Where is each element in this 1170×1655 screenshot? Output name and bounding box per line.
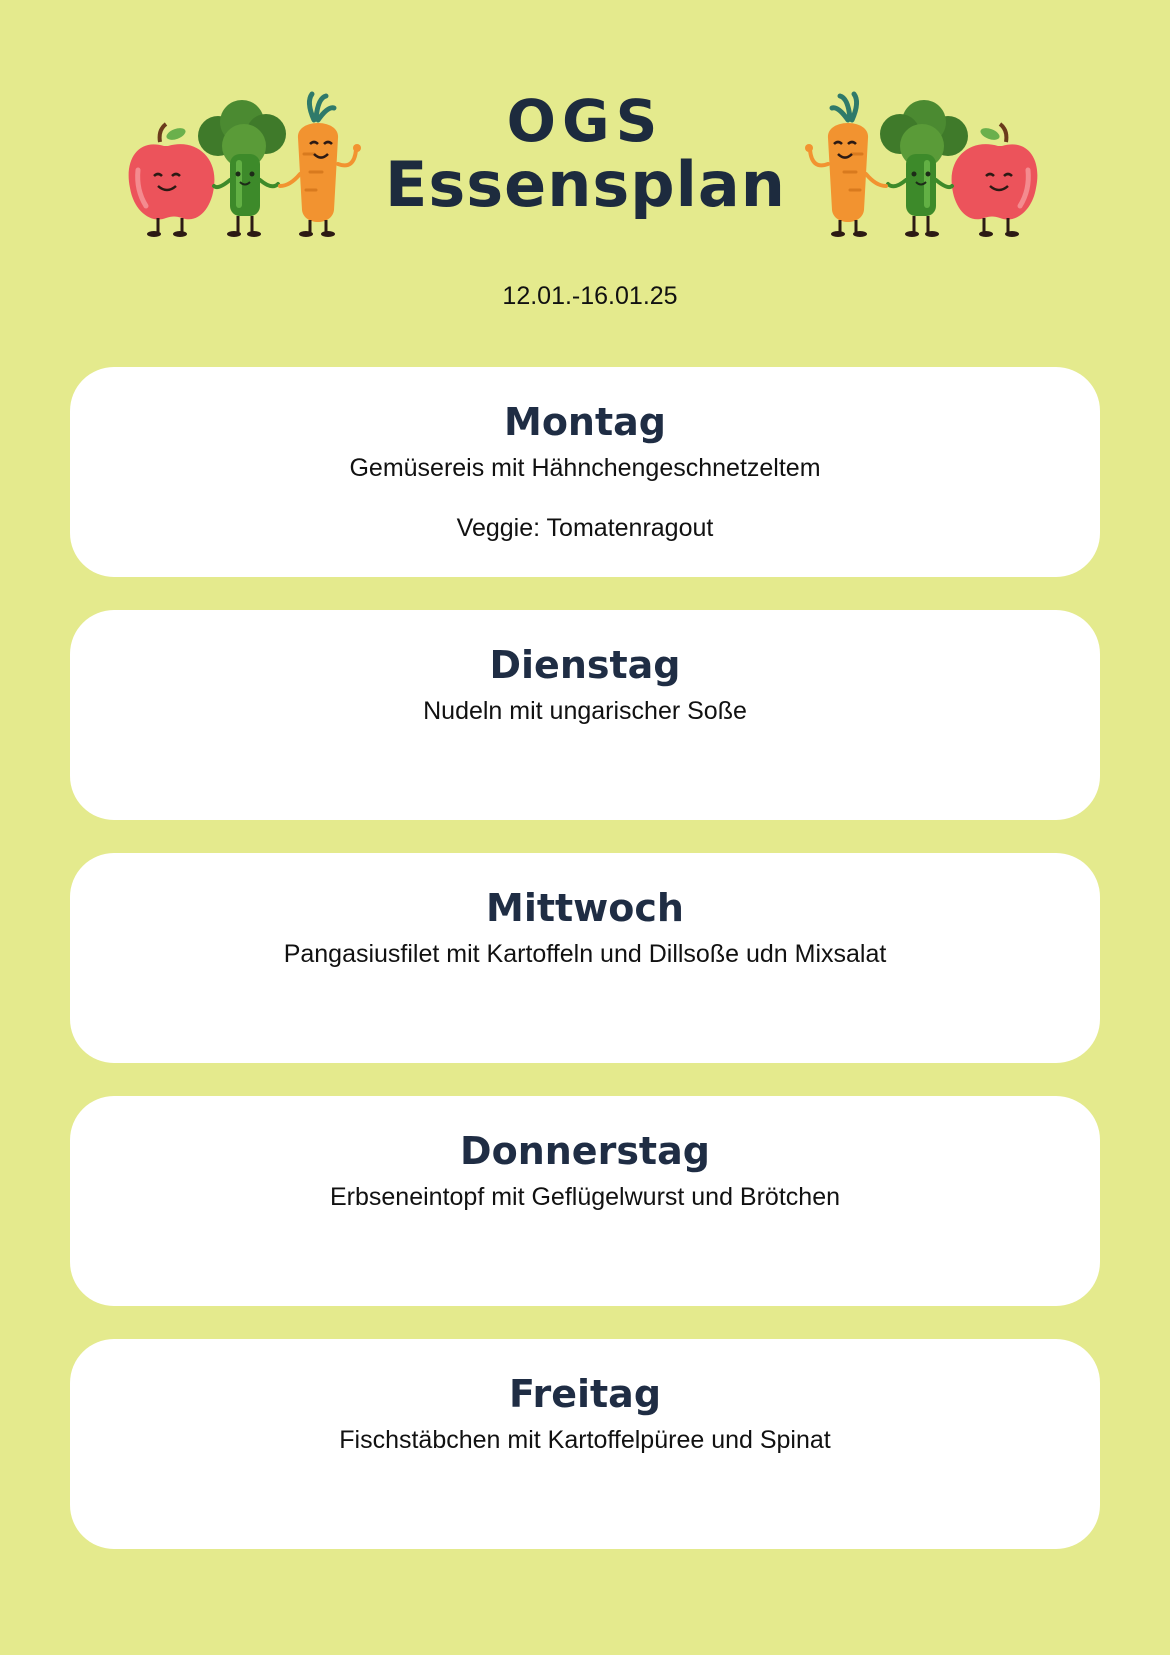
day-name: Montag	[504, 400, 666, 444]
dish-text: Erbseneintopf mit Geflügelwurst und Brötchen	[330, 1182, 840, 1211]
header	[0, 0, 1170, 330]
day-card-freitag	[70, 1339, 1100, 1549]
dish-text: Nudeln mit ungarischer Soße	[423, 696, 747, 725]
day-card-montag	[70, 367, 1100, 577]
day-card-donnerstag	[70, 1096, 1100, 1306]
dish-text: Pangasiusfilet mit Kartoffeln und Dillsoße udn Mixsalat	[283, 939, 887, 968]
vegetable-characters-right	[798, 90, 1038, 250]
carrot-icon	[805, 94, 886, 237]
day-name: Mittwoch	[486, 886, 684, 930]
day-name: Donnerstag	[460, 1129, 710, 1173]
title-line-2: Essensplan	[385, 148, 786, 221]
veggie-option: Veggie: Tomatenragout	[456, 514, 714, 543]
date-range: 12.01.-16.01.25	[502, 282, 678, 310]
dish-text: Fischstäbchen mit Kartoffelpüree und Spinat	[339, 1425, 831, 1454]
day-card-dienstag	[70, 610, 1100, 820]
dish-text: Gemüsereis mit Hähnchengeschnetzeltem	[349, 453, 821, 482]
day-name: Freitag	[508, 1372, 662, 1416]
day-name: Dienstag	[489, 643, 681, 687]
day-card-mittwoch	[70, 853, 1100, 1063]
carrot-icon	[280, 94, 361, 237]
page-title	[385, 87, 786, 221]
vegetable-characters-left	[128, 90, 368, 250]
title-line-1: OGS	[506, 87, 664, 155]
